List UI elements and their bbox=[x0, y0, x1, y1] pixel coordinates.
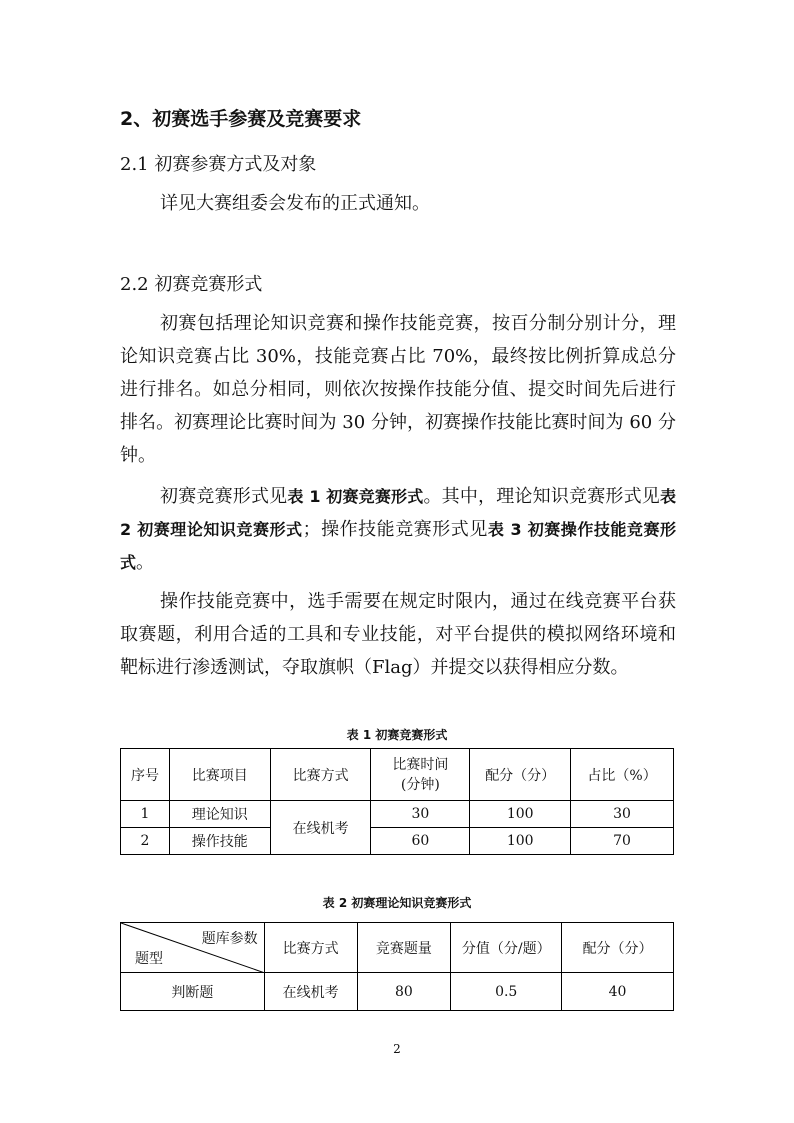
table2-header-method: 比赛方式 bbox=[264, 923, 357, 973]
table2-cell-score: 40 bbox=[562, 973, 674, 1011]
table2 bbox=[120, 922, 674, 1011]
table1-cell-score: 100 bbox=[470, 828, 571, 855]
table2-diagonal-header bbox=[121, 923, 265, 973]
table1-cell-method: 在线机考 bbox=[270, 801, 371, 855]
table2-reference: 表 2 初赛理论知识竞赛形式 bbox=[120, 487, 677, 539]
subsection-heading-2-2: 2.2 初赛竞赛形式 bbox=[120, 274, 263, 295]
table1-header-no: 序号 bbox=[121, 749, 170, 801]
table1-header-score: 配分（分） bbox=[470, 749, 571, 801]
table1-header-ratio: 占比（%） bbox=[571, 749, 674, 801]
p2-text-c: ；操作技能竞赛形式见 bbox=[302, 519, 488, 540]
table2-cell-count: 80 bbox=[357, 973, 451, 1011]
table2-cell-method: 在线机考 bbox=[264, 973, 357, 1011]
table1-header-time-line2: (分钟) bbox=[400, 776, 440, 793]
table1-cell-score: 100 bbox=[470, 801, 571, 828]
table1-header-method: 比赛方式 bbox=[270, 749, 371, 801]
table-row bbox=[121, 828, 674, 855]
table2-diag-bottom: 题型 bbox=[135, 951, 163, 967]
table1-cell-item: 操作技能 bbox=[169, 828, 270, 855]
table2-header-score: 配分（分） bbox=[562, 923, 674, 973]
table1-cell-time: 30 bbox=[371, 801, 470, 828]
p2-text-a: 初赛竞赛形式见 bbox=[160, 486, 288, 507]
subsection-heading-2-1: 2.1 初赛参赛方式及对象 bbox=[120, 154, 317, 175]
table1 bbox=[120, 748, 674, 855]
table1-header-item: 比赛项目 bbox=[169, 749, 270, 801]
table2-header-row bbox=[121, 923, 674, 973]
table3-reference: 表 3 初赛操作技能竞赛形式 bbox=[120, 520, 676, 572]
table1-caption: 表 1 初赛竞赛形式 bbox=[346, 728, 448, 742]
table2-header-value: 分值（分/题） bbox=[451, 923, 562, 973]
table1-header-row bbox=[121, 749, 674, 801]
table1-cell-no: 2 bbox=[121, 828, 170, 855]
table2-diag-top: 题库参数 bbox=[201, 931, 258, 947]
table1-cell-time: 60 bbox=[371, 828, 470, 855]
table2-cell-value: 0.5 bbox=[451, 973, 562, 1011]
p2-text-d: 。 bbox=[136, 552, 155, 573]
page-number: 2 bbox=[393, 1042, 401, 1056]
table1-cell-item: 理论知识 bbox=[169, 801, 270, 828]
table1-cell-ratio: 70 bbox=[571, 828, 674, 855]
table-row bbox=[121, 801, 674, 828]
paragraph-table-references bbox=[120, 480, 676, 579]
table-row bbox=[121, 973, 674, 1011]
p2-text-b: 。其中，理论知识竞赛形式见 bbox=[423, 486, 660, 507]
table2-cell-type: 判断题 bbox=[121, 973, 265, 1011]
table1-header-time-line1: 比赛时间 bbox=[392, 756, 449, 773]
subsection-2-1-text: 详见大赛组委会发布的正式通知。 bbox=[160, 193, 430, 214]
table1-cell-no: 1 bbox=[121, 801, 170, 828]
table1-reference: 表 1 初赛竞赛形式 bbox=[287, 487, 424, 506]
table2-header-count: 竞赛题量 bbox=[357, 923, 451, 973]
paragraph-skill-competition: 操作技能竞赛中，选手需要在规定时限内，通过在线竞赛平台获取赛题，利用合适的工具和专业技能，对平台提供的模拟网络环境和靶标进行渗透测试，夺取旗帜（Flag）并提交以获得相应分数。 bbox=[120, 591, 676, 678]
paragraph-competition-format: 初赛包括理论知识竞赛和操作技能竞赛，按百分制分别计分，理论知识竞赛占比 30%，技能竞赛占比 70%，最终按比例折算成总分进行排名。如总分相同，则依次按操作技能分值、提交时间先后进行排名。初赛理论比赛时间为 30 分钟，初赛操作技能比赛时间为 60 分钟。 bbox=[120, 313, 676, 466]
section-heading: 2、初赛选手参赛及竞赛要求 bbox=[120, 108, 362, 130]
table1-cell-ratio: 30 bbox=[571, 801, 674, 828]
table2-caption: 表 2 初赛理论知识竞赛形式 bbox=[322, 896, 472, 910]
table1-header-time bbox=[371, 749, 470, 801]
